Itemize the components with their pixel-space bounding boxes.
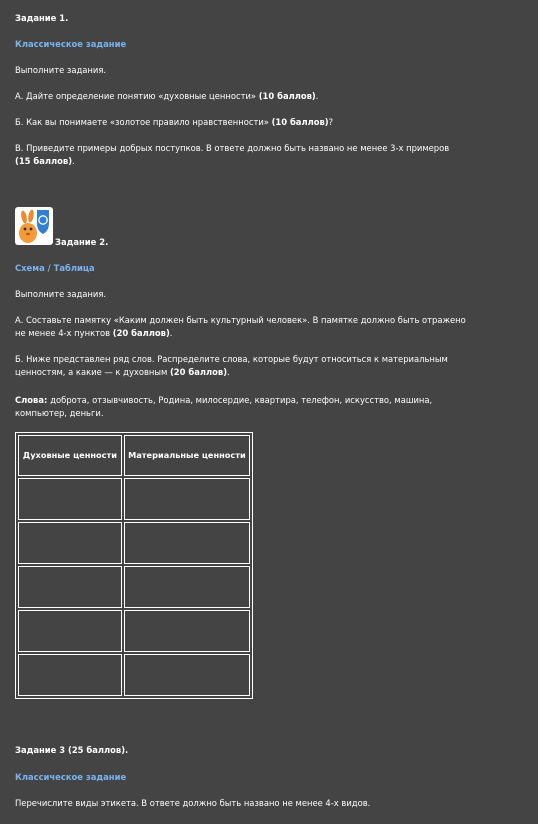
- table-row: [18, 654, 250, 696]
- task1-item-c: [15, 142, 455, 168]
- material-values-cell[interactable]: [124, 478, 250, 520]
- task2-words: [15, 394, 475, 420]
- task2-title: Задание 2.: [55, 237, 109, 247]
- task1-item-c-points: (15 баллов): [15, 156, 73, 166]
- task2-item-a-points: (20 баллов): [112, 328, 170, 338]
- task2-item-a-dot: .: [169, 328, 173, 338]
- task1-item-a-text: А. Дайте определение понятию «духовные ценности»: [15, 91, 259, 101]
- task1-item-a-points: (10 баллов): [258, 91, 316, 101]
- material-values-cell[interactable]: [124, 566, 250, 608]
- task1-title: Задание 1.: [15, 13, 69, 23]
- task1-item-b: [15, 116, 333, 129]
- spiritual-values-cell[interactable]: [18, 478, 122, 520]
- task1-item-a: [15, 90, 318, 103]
- table-row: [18, 566, 250, 608]
- table-row: [18, 610, 250, 652]
- spiritual-values-cell[interactable]: [18, 654, 122, 696]
- task2-item-b-points: (20 баллов): [169, 367, 228, 377]
- task1-item-b-points: (10 баллов): [271, 117, 329, 127]
- task2-item-a: [15, 314, 470, 340]
- task1-item-b-text: Б. Как вы понимаете «золотое правило нравственности»: [15, 117, 272, 127]
- task1-type: Классическое задание: [15, 39, 127, 49]
- spiritual-values-cell[interactable]: [18, 610, 122, 652]
- task1-item-b-tail: ?: [328, 117, 334, 127]
- spiritual-values-cell[interactable]: [18, 522, 122, 564]
- task2-item-b: [15, 353, 465, 379]
- material-values-cell[interactable]: [124, 522, 250, 564]
- table-row: [18, 478, 250, 520]
- task2-item-b-dot: .: [227, 367, 230, 377]
- task1-item-c-text: В. Приведите примеры добрых поступков. В ответе должно быть названо не менее 3-х примеров: [15, 143, 450, 153]
- task1-item-c-dot: .: [72, 156, 75, 166]
- task3-type: Классическое задание: [15, 772, 127, 782]
- material-values-header: Материальные ценности: [124, 435, 250, 476]
- task2-intro: Выполните задания.: [15, 289, 107, 299]
- rabbit-mascot-icon: [15, 207, 53, 245]
- task2-item-b-text: Б. Ниже представлен ряд слов. Распределите слова, которые будут относиться к материальным ценностям, а какие — к духовным: [15, 354, 448, 377]
- table-row: [18, 522, 250, 564]
- spiritual-values-cell[interactable]: [18, 566, 122, 608]
- values-table: [15, 432, 253, 699]
- material-values-cell[interactable]: [124, 654, 250, 696]
- task1-intro: Выполните задания.: [15, 65, 107, 75]
- material-values-cell[interactable]: [124, 610, 250, 652]
- task2-item-a-text: А. Составьте памятку «Каким должен быть культурный человек». В памятке должно быть отражено не менее 4-х пунктов: [15, 315, 466, 338]
- task3-title: Задание 3 (25 баллов).: [15, 745, 129, 755]
- spiritual-values-header: Духовные ценности: [18, 435, 122, 476]
- task2-words-text: доброта, отзывчивость, Родина, милосердие, квартира, телефон, искусство, машина, компьютер, деньги.: [15, 395, 433, 418]
- values-table-header-row: [18, 435, 250, 476]
- task2-type: Схема / Таблица: [15, 263, 95, 273]
- task3-text: Перечислите виды этикета. В ответе должно быть названо не менее 4-х видов.: [15, 798, 371, 808]
- task1-item-a-dot: .: [315, 91, 319, 101]
- task2-words-label: Слова:: [15, 395, 51, 405]
